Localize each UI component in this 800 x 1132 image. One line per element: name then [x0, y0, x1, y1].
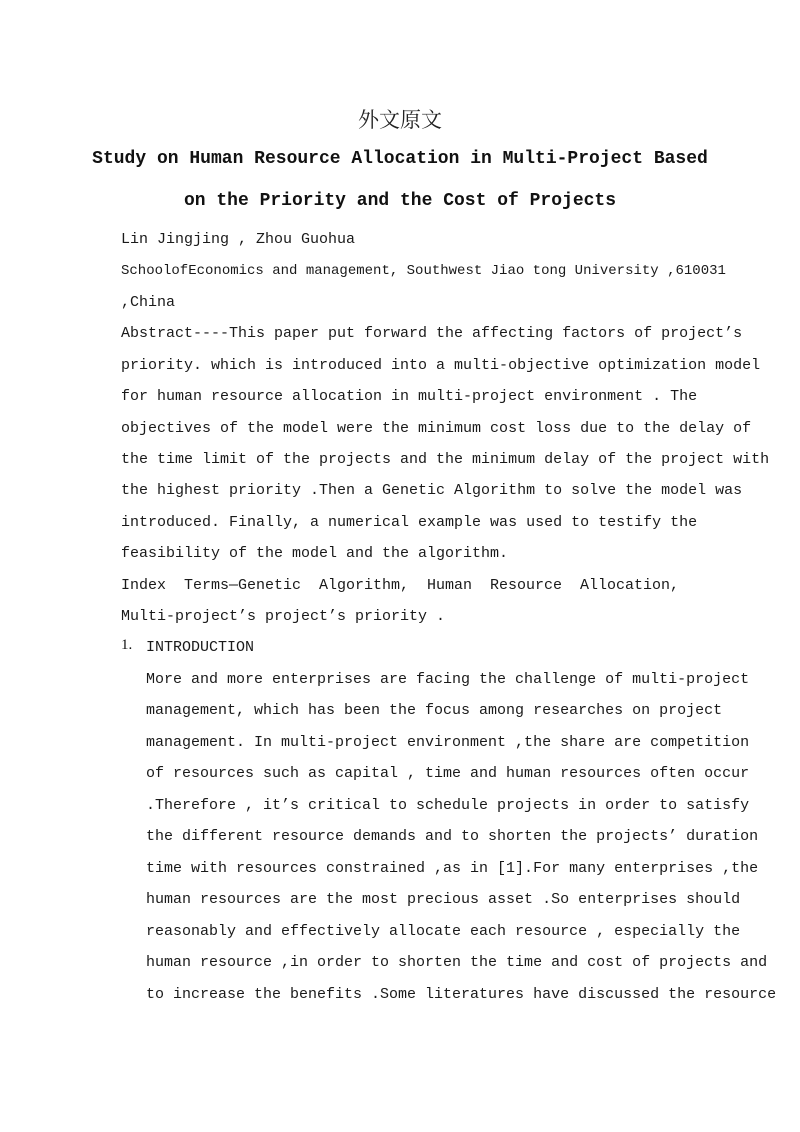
intro-line: of resources such as capital , time and human resources often occur — [146, 765, 750, 782]
abstract-line: introduced. Finally, a numerical example was used to testify the — [121, 514, 698, 531]
affiliation-line-2: ,China — [121, 294, 176, 311]
intro-line: time with resources constrained ,as in [1].For many enterprises ,the — [146, 860, 759, 877]
intro-line: to increase the benefits .Some literatures have discussed the resource — [146, 986, 777, 1003]
title-line-1: Study on Human Resource Allocation in Multi-Project Based — [92, 149, 708, 169]
intro-line: reasonably and effectively allocate each resource , especially the — [146, 923, 741, 940]
abstract-line: for human resource allocation in multi-project environment . The — [121, 388, 698, 405]
chinese-heading: 外文原文 — [358, 108, 442, 132]
intro-line: human resources are the most precious asset .So enterprises should — [146, 891, 741, 908]
abstract-line: priority. which is introduced into a multi-objective optimization model — [121, 357, 761, 374]
abstract-line: feasibility of the model and the algorithm. — [121, 545, 509, 562]
abstract-line: the time limit of the projects and the minimum delay of the project with — [121, 451, 770, 468]
intro-line: .Therefore , it’s critical to schedule projects in order to satisfy — [146, 797, 750, 814]
intro-line: human resource ,in order to shorten the time and cost of projects and — [146, 954, 768, 971]
section-number: 1. — [121, 637, 133, 653]
title-line-2: on the Priority and the Cost of Projects — [183, 191, 617, 211]
index-terms-line-1: Index Terms—Genetic Algorithm, Human Resource Allocation, — [121, 577, 679, 594]
affiliation-line-1: SchoolofEconomics and management, Southwest Jiao tong University ,610031 — [121, 263, 726, 279]
abstract-line: the highest priority .Then a Genetic Algorithm to solve the model was — [121, 482, 743, 499]
index-terms-line-2: Multi-project’s project’s priority . — [121, 608, 446, 625]
abstract-line: objectives of the model were the minimum cost loss due to the delay of — [121, 420, 752, 437]
section-heading: INTRODUCTION — [146, 639, 255, 656]
intro-line: the different resource demands and to shorten the projects’ duration — [146, 828, 759, 845]
authors: Lin Jingjing , Zhou Guohua — [121, 231, 356, 248]
intro-line: management. In multi-project environment ,the share are competition — [146, 734, 750, 751]
intro-line: More and more enterprises are facing the challenge of multi-project — [146, 671, 750, 688]
intro-line: management, which has been the focus among researches on project — [146, 702, 723, 719]
abstract-line: Abstract----This paper put forward the affecting factors of project’s — [121, 325, 743, 342]
